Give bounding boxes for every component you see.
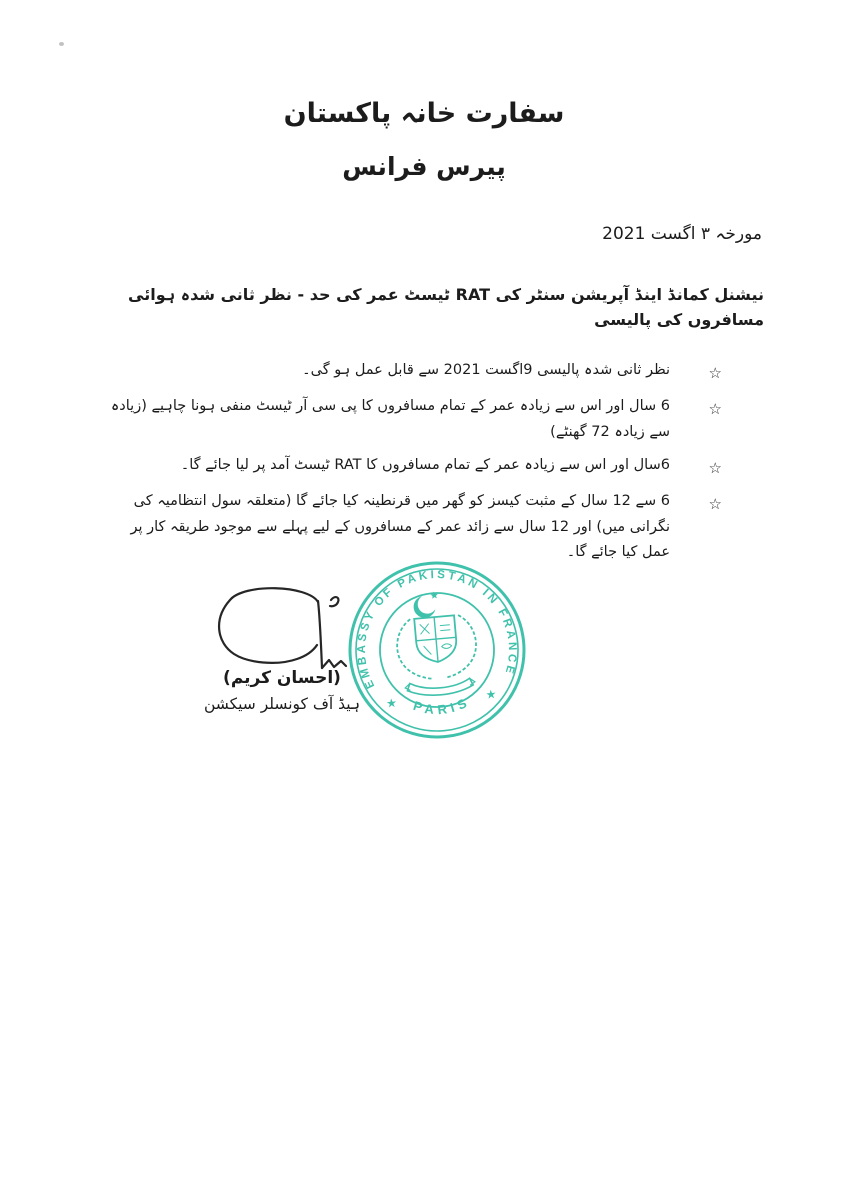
star-bullet-icon: ☆ [708,495,722,514]
bullet-text: 6 سے 12 سال کے مثبت کیسز کو گھر میں قرنطینہ کیا جائے گا (متعلقہ سول انتظامیہ کی نگرانی میں) اور 12 سال سے زائد عمر کے مسافروں کے لیے پہلے سے موجود طریقہ کار پر عمل کیا جائے گا۔ [130,493,670,560]
star-bullet-icon: ☆ [708,459,722,477]
pakistan-emblem-icon [393,588,481,698]
bullet-item [104,394,722,445]
bullet-item [104,453,722,481]
star-bullet-icon: ☆ [708,364,722,382]
date-line: مورخہ ۳ اگست 2021 [602,224,762,244]
star-bullet-icon: ☆ [708,400,722,419]
embassy-name: سفارت خانہ پاکستان [283,98,565,129]
embassy-city: پیرس فرانس [342,152,506,181]
signatory-name: (احسان کریم) [223,668,341,688]
policy-bullet-list [104,358,722,573]
scan-speck [59,42,64,46]
embassy-stamp [345,557,529,743]
signatory-title: ہیڈ آف کونسلر سیکشن [203,695,361,713]
bullet-item [104,489,722,565]
bullet-text: 6سال اور اس سے زیادہ عمر کے تمام مسافروں کا RAT ٹیسٹ آمد پر لیا جائے گا۔ [180,457,670,473]
stamp-ring-text: EMBASSY OF PAKISTAN IN FRANCE [355,568,519,691]
stamp-star-icon: ★ [485,687,498,702]
stamp-star-icon: ★ [385,695,398,711]
bullet-text: نظر ثانی شدہ پالیسی 9اگست 2021 سے قابل عمل ہو گی۔ [302,362,670,378]
bullet-text: 6 سال اور اس سے زیادہ عمر کے تمام مسافروں کا پی سی آر ٹیسٹ منفی ہونا چاہیے (زیادہ سے زیادہ 72 گھنٹے) [110,398,670,440]
document-title: نیشنل کمانڈ اینڈ آپریشن سنٹر کی RAT ٹیسٹ عمر کی حد - نظر ثانی شدہ ہوائی مسافروں کی پالیسی [128,285,764,329]
stamp-city-text: PARIS [411,693,473,718]
bullet-item [104,358,722,386]
